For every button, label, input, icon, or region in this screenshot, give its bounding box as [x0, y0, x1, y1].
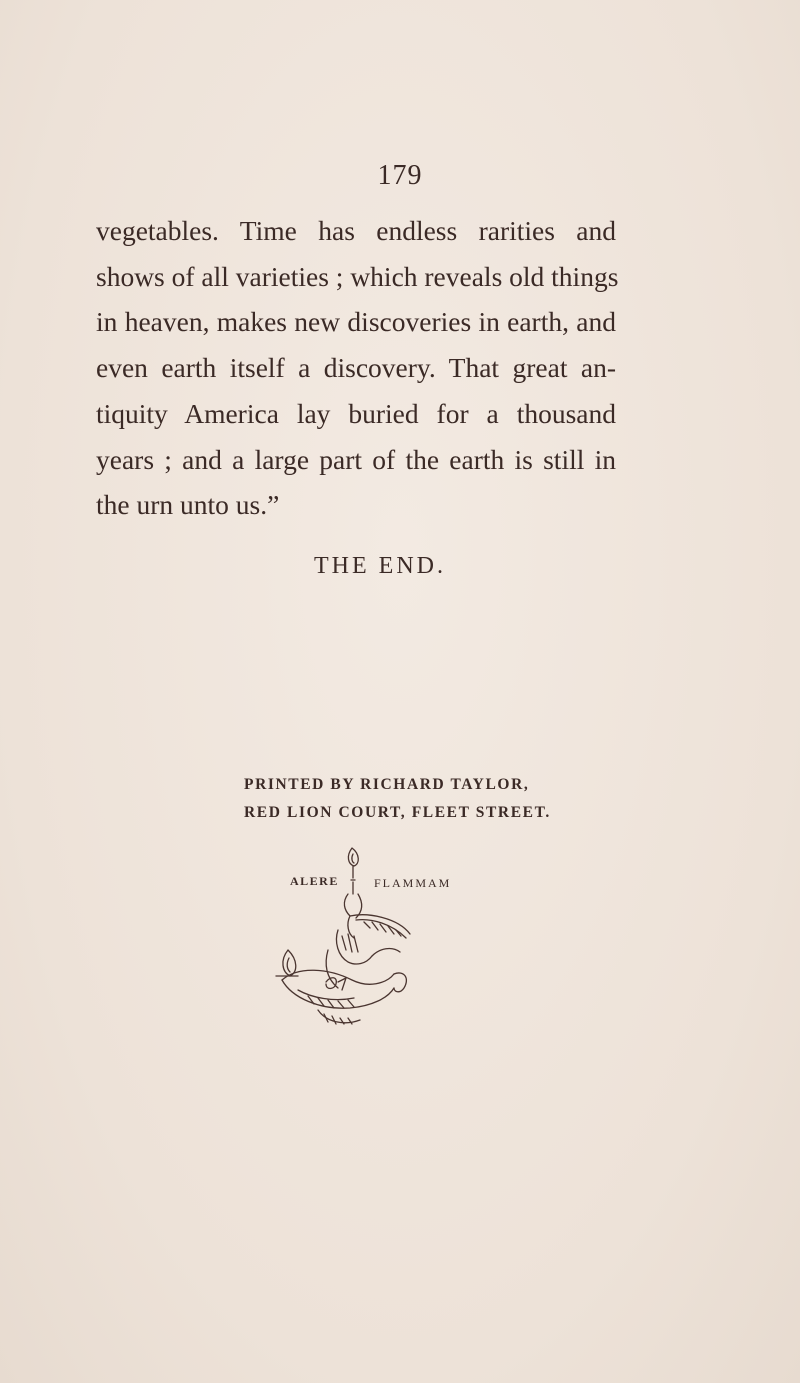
body-line: years ; and a large part of the earth is still in: [96, 443, 616, 475]
page-number: 179: [377, 160, 423, 191]
body-line: in heaven, makes new discoveries in earth, and: [96, 306, 616, 338]
body-line: shows of all varieties ; which reveals old things: [96, 260, 619, 292]
oil-lamp-hand-device-icon: [268, 838, 412, 1038]
body-line: vegetables. Time has endless rarities and: [96, 215, 616, 246]
device-motto-right: FLAMMAM: [374, 876, 452, 890]
body-line: the urn unto us.”: [96, 489, 280, 521]
body-text: [96, 208, 619, 528]
imprint-line-printer: PRINTED BY RICHARD TAYLOR,: [244, 776, 530, 793]
body-line: even earth itself a discovery. That great an-: [96, 352, 616, 384]
the-end-heading: THE END.: [314, 553, 446, 579]
device-motto-left: ALERE: [290, 874, 339, 888]
imprint-line-address: RED LION COURT, FLEET STREET.: [244, 804, 551, 821]
body-line: tiquity America lay buried for a thousand: [96, 397, 616, 429]
